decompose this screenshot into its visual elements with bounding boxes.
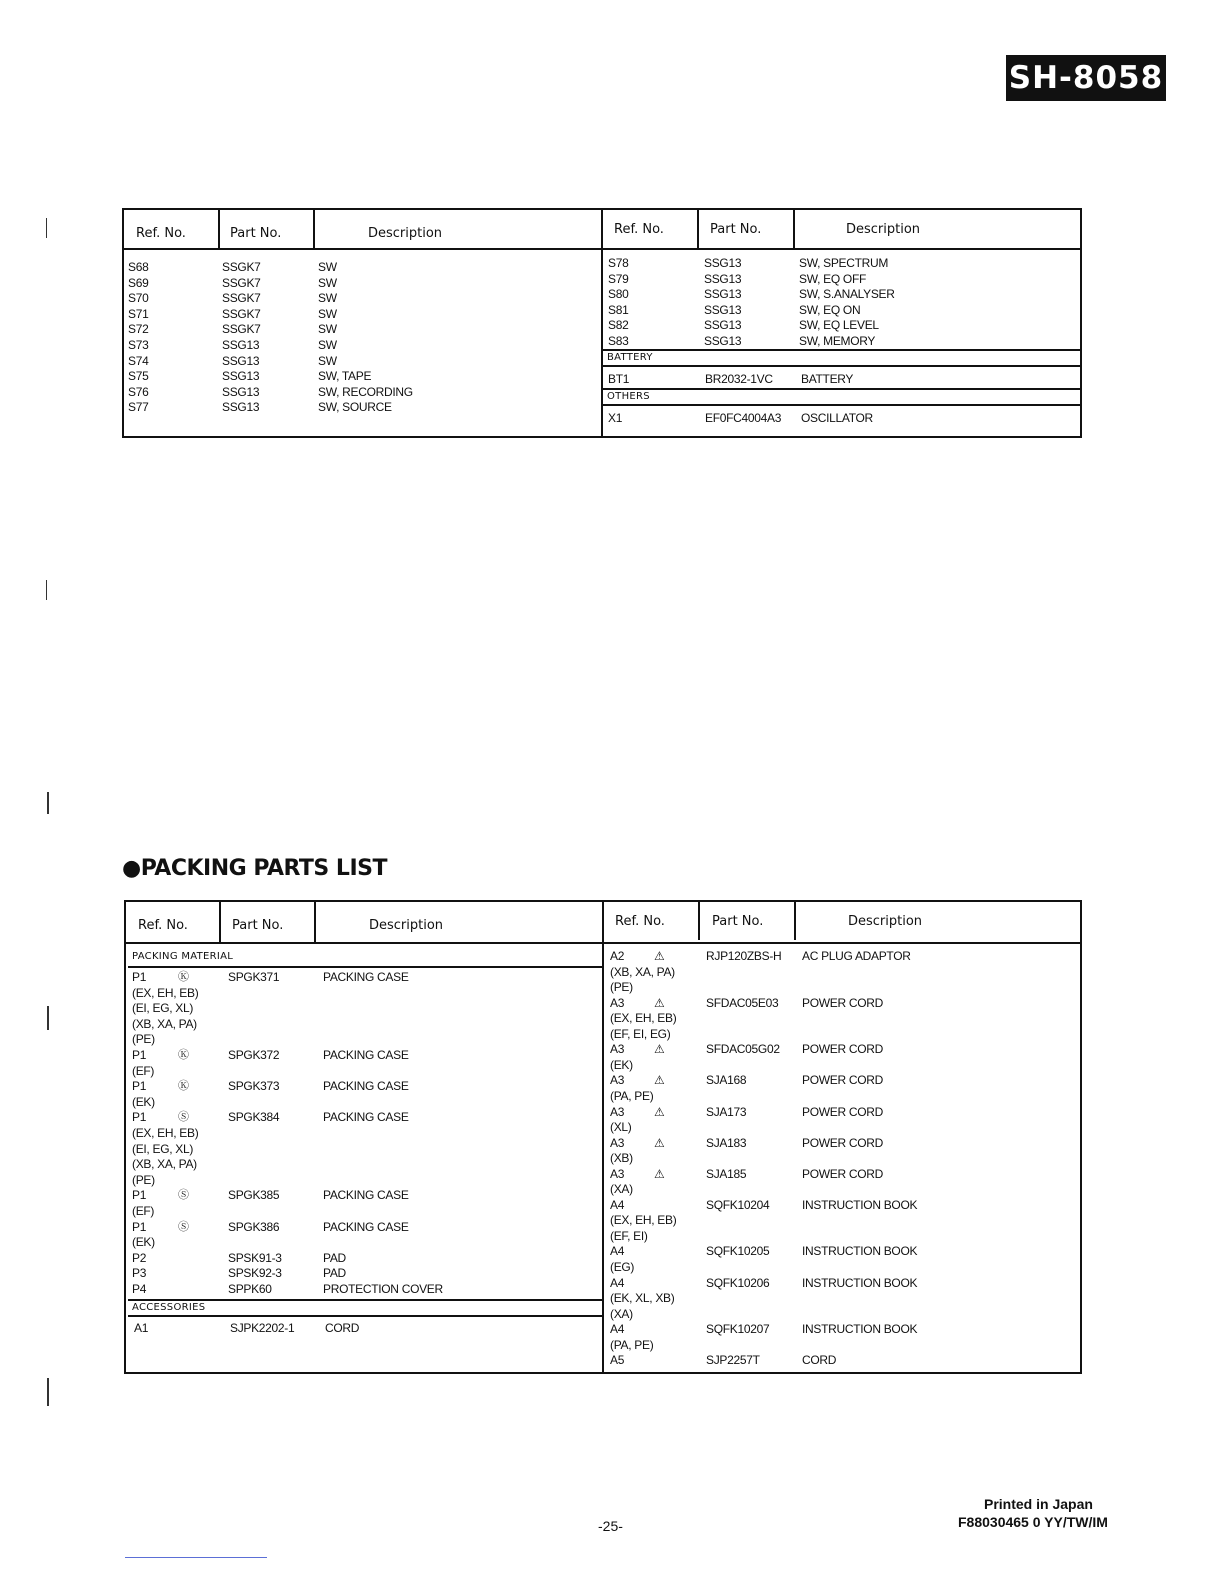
table-row xyxy=(132,1234,602,1250)
mark-cell: Ⓚ xyxy=(178,1048,189,1061)
desc-cell: SW, RECORDING xyxy=(318,384,413,399)
ref-cell: S80 xyxy=(608,287,629,302)
desc-cell: OSCILLATOR xyxy=(801,411,873,425)
part-cell: SSG13 xyxy=(704,302,742,317)
table-row xyxy=(610,1010,1080,1026)
table-row xyxy=(610,1290,1080,1306)
table-row xyxy=(610,1197,1080,1213)
part-cell: SJA173 xyxy=(706,1104,747,1119)
desc-cell: POWER CORD xyxy=(802,1073,884,1088)
ref-cell: A5 xyxy=(610,1353,625,1368)
ref-cell: A3 xyxy=(610,1073,625,1088)
packing-parts-table xyxy=(124,900,1082,1374)
ref-cell: A3 xyxy=(610,1104,625,1119)
table-row xyxy=(610,1337,1080,1353)
mark-cell: ⚠ xyxy=(654,1104,665,1119)
desc-cell: PACKING CASE xyxy=(323,1188,409,1203)
part-cell: SPGK386 xyxy=(228,1219,280,1234)
ref-cell: A3 xyxy=(610,995,625,1010)
part-cell: SSG13 xyxy=(222,384,260,399)
ref-cell: (PE) xyxy=(132,1172,155,1187)
table-row xyxy=(128,275,598,291)
ref-cell: A3 xyxy=(610,1135,625,1150)
margin-mark xyxy=(47,792,49,814)
packing-parts-title: ●PACKING PARTS LIST xyxy=(122,856,387,881)
ref-cell: A2 xyxy=(610,949,625,963)
table-row xyxy=(132,1219,602,1235)
desc-cell: SW xyxy=(318,275,337,290)
part-cell: SPPK60 xyxy=(228,1282,272,1296)
margin-mark xyxy=(47,1378,49,1406)
mark-cell: ⚠ xyxy=(654,1166,665,1181)
part-cell: EF0FC4004A3 xyxy=(705,411,782,425)
table-row xyxy=(128,399,598,415)
part-cell: SSGK7 xyxy=(222,322,261,337)
table-row xyxy=(608,317,1078,333)
part-cell: SSG13 xyxy=(704,287,742,302)
desc-cell: POWER CORD xyxy=(802,995,884,1010)
table-row xyxy=(610,948,1080,964)
mark-cell: ⚠ xyxy=(654,1135,665,1150)
ref-cell: P1 xyxy=(132,1219,147,1234)
desc-cell: SW, S.ANALYSER xyxy=(799,287,895,302)
ref-cell: (EK, XL, XB) xyxy=(610,1291,675,1306)
ref-cell: (PA, PE) xyxy=(610,1337,654,1352)
table-row xyxy=(128,384,598,400)
desc-cell: PACKING CASE xyxy=(323,970,409,984)
ref-cell: S81 xyxy=(608,302,629,317)
ref-cell: BT1 xyxy=(608,372,630,386)
part-cell: SPGK371 xyxy=(228,970,280,984)
table-row xyxy=(610,1057,1080,1073)
ref-cell: (EI, EG, XL) xyxy=(132,1001,194,1016)
part-cell: SJPK2202-1 xyxy=(230,1321,295,1335)
mark-cell: ⚠ xyxy=(654,949,665,963)
col-divider xyxy=(218,210,220,250)
desc-cell: PACKING CASE xyxy=(323,1219,409,1234)
table-row xyxy=(610,1259,1080,1275)
table-row xyxy=(128,353,598,369)
part-cell: SSG13 xyxy=(222,338,260,352)
part-cell: SSGK7 xyxy=(222,260,261,274)
desc-cell: SW, SPECTRUM xyxy=(799,256,889,270)
ref-cell: P1 xyxy=(132,1110,147,1125)
table-row xyxy=(610,1228,1080,1244)
part-cell: SFDAC05E03 xyxy=(706,995,779,1010)
part-cell: SPSK92-3 xyxy=(228,1266,282,1281)
table-row xyxy=(132,1265,602,1281)
part-cell: SSG13 xyxy=(704,334,742,348)
ref-cell: P1 xyxy=(132,970,147,984)
table-row xyxy=(132,1187,602,1203)
part-cell: SSG13 xyxy=(222,353,260,368)
part-cell: SSG13 xyxy=(704,256,742,270)
ref-cell: P1 xyxy=(132,1079,147,1094)
packing-material-label: PACKING MATERIAL xyxy=(128,950,602,968)
part-cell: SPSK91-3 xyxy=(228,1250,282,1265)
table-row xyxy=(132,1109,602,1125)
mark-cell: ⚠ xyxy=(654,995,665,1010)
part-cell: SQFK10207 xyxy=(706,1322,770,1337)
table-row xyxy=(610,1119,1080,1135)
desc-cell: INSTRUCTION BOOK xyxy=(802,1275,918,1290)
ref-cell: P4 xyxy=(132,1282,147,1296)
table-row xyxy=(132,1016,602,1032)
table-row xyxy=(132,969,602,985)
desc-cell: POWER CORD xyxy=(802,1042,884,1057)
table-row xyxy=(128,321,598,337)
part-cell: SQFK10205 xyxy=(706,1244,770,1259)
table-row xyxy=(610,995,1080,1011)
ref-cell: (EX, EH, EB) xyxy=(132,985,199,1000)
table-row xyxy=(610,1243,1080,1259)
mark-cell: ⚠ xyxy=(654,1073,665,1088)
table-row xyxy=(132,1094,602,1110)
table-row xyxy=(132,1000,602,1016)
part-cell: RJP120ZBS-H xyxy=(706,949,782,963)
table-row xyxy=(128,337,598,353)
ref-cell: S70 xyxy=(128,291,149,306)
ref-cell: (EK) xyxy=(610,1057,633,1072)
header-ref-left: Ref. No. xyxy=(138,918,188,933)
desc-cell: POWER CORD xyxy=(802,1135,884,1150)
ref-cell: S74 xyxy=(128,353,149,368)
desc-cell: PACKING CASE xyxy=(323,1110,409,1125)
part-cell: SPGK373 xyxy=(228,1079,280,1094)
ref-cell: P1 xyxy=(132,1188,147,1203)
table-row xyxy=(610,1306,1080,1322)
table-row xyxy=(610,1166,1080,1182)
header-ref-right: Ref. No. xyxy=(615,914,665,929)
table-row xyxy=(132,1141,602,1157)
battery-section-label: BATTERY xyxy=(603,349,1080,367)
accessories-label: ACCESSORIES xyxy=(128,1299,602,1317)
part-cell: BR2032-1VC xyxy=(705,372,773,386)
table-row xyxy=(608,302,1078,318)
mark-cell: Ⓢ xyxy=(178,1188,189,1202)
desc-cell: SW xyxy=(318,338,337,352)
mark-cell: Ⓢ xyxy=(178,1219,189,1233)
header-desc-right: Description xyxy=(848,914,923,929)
table-row xyxy=(132,1281,602,1297)
table-row xyxy=(132,1172,602,1188)
table-row xyxy=(608,255,1078,271)
mark-cell: Ⓚ xyxy=(178,1079,189,1093)
desc-cell: PACKING CASE xyxy=(323,1048,409,1062)
table-row xyxy=(610,964,1080,980)
part-cell: SSG13 xyxy=(704,271,742,286)
ref-cell: (EX, EH, EB) xyxy=(610,1011,677,1026)
header-desc-left: Description xyxy=(368,226,443,241)
ref-cell: S69 xyxy=(128,275,149,290)
table-row xyxy=(128,306,598,322)
table-center-divider xyxy=(602,902,604,1372)
part-cell: SQFK10204 xyxy=(706,1197,770,1212)
table-row xyxy=(610,1026,1080,1042)
table-row xyxy=(128,259,598,275)
table-row xyxy=(128,290,598,306)
desc-cell: SW, MEMORY xyxy=(799,334,876,348)
ref-cell: (EF) xyxy=(132,1063,155,1078)
desc-cell: SW, EQ ON xyxy=(799,302,861,317)
desc-cell: PAD xyxy=(323,1250,346,1265)
part-cell: SJP2257T xyxy=(706,1353,760,1368)
desc-cell: BATTERY xyxy=(801,372,854,386)
table-row xyxy=(610,1352,1080,1368)
mark-cell: Ⓚ xyxy=(178,970,189,983)
mark-cell: Ⓢ xyxy=(178,1110,189,1124)
ref-cell: (PE) xyxy=(132,1032,155,1047)
desc-cell: INSTRUCTION BOOK xyxy=(802,1322,918,1337)
table-row xyxy=(132,1078,602,1094)
ref-cell: (EF, EI) xyxy=(610,1228,648,1243)
ref-cell: (EF) xyxy=(132,1204,155,1218)
part-cell: SSGK7 xyxy=(222,275,261,290)
ref-cell: (EX, EH, EB) xyxy=(132,1126,199,1140)
ref-cell: S71 xyxy=(128,306,149,321)
table-row xyxy=(608,333,1078,349)
part-cell: SSG13 xyxy=(222,369,260,384)
part-cell: SFDAC05G02 xyxy=(706,1042,780,1057)
part-cell: SJA183 xyxy=(706,1135,747,1150)
desc-cell: SW xyxy=(318,291,337,306)
part-cell: SPGK384 xyxy=(228,1110,280,1125)
margin-mark xyxy=(47,1006,49,1030)
desc-cell: PAD xyxy=(323,1266,346,1281)
table-row xyxy=(132,1203,602,1219)
col-divider xyxy=(313,210,315,250)
part-cell: SPGK372 xyxy=(228,1048,280,1062)
col-divider xyxy=(219,902,221,944)
desc-cell: SW xyxy=(318,322,337,337)
footer-rule xyxy=(125,1557,267,1558)
header-part-left: Part No. xyxy=(232,918,284,933)
ref-cell: S77 xyxy=(128,400,149,415)
col-divider xyxy=(793,210,795,248)
ref-cell: P2 xyxy=(132,1250,147,1265)
col-divider xyxy=(314,902,316,944)
table-row xyxy=(608,286,1078,302)
header-desc-left: Description xyxy=(369,918,444,933)
mark-cell: ⚠ xyxy=(654,1042,665,1057)
desc-cell: SW xyxy=(318,260,337,274)
header-ref-left: Ref. No. xyxy=(136,226,186,241)
desc-cell: SW, EQ OFF xyxy=(799,271,867,286)
ref-cell: (XA) xyxy=(610,1306,633,1321)
ref-cell: S75 xyxy=(128,369,149,384)
margin-mark xyxy=(46,580,47,600)
page-number: -25- xyxy=(598,1518,623,1534)
ref-cell: S78 xyxy=(608,256,629,270)
others-section-label: OTHERS xyxy=(603,388,1080,406)
part-cell: SSGK7 xyxy=(222,291,261,306)
table-row xyxy=(610,1212,1080,1228)
ref-cell: A4 xyxy=(610,1322,625,1337)
desc-cell: PROTECTION COVER xyxy=(323,1282,443,1296)
ref-cell: (XL) xyxy=(610,1120,632,1135)
part-cell: SSG13 xyxy=(704,318,742,333)
ref-cell: (PE) xyxy=(610,980,633,995)
ref-cell: A3 xyxy=(610,1166,625,1181)
ref-cell: A3 xyxy=(610,1042,625,1057)
ref-cell: S83 xyxy=(608,334,629,348)
ref-cell: (XB, XA, PA) xyxy=(610,964,675,979)
part-cell: SJA185 xyxy=(706,1166,747,1181)
desc-cell: CORD xyxy=(325,1321,360,1335)
col-divider xyxy=(697,210,699,248)
ref-cell: (XB, XA, PA) xyxy=(132,1157,197,1172)
desc-cell: SW xyxy=(318,306,337,321)
ref-cell: (EF, EI, EG) xyxy=(610,1026,671,1041)
desc-cell: POWER CORD xyxy=(802,1166,884,1181)
ref-cell: S68 xyxy=(128,260,149,274)
table-row xyxy=(132,1250,602,1266)
ref-cell: (EI, EG, XL) xyxy=(132,1141,194,1156)
ref-cell: (EX, EH, EB) xyxy=(610,1213,677,1228)
table-row xyxy=(610,1275,1080,1291)
desc-cell: POWER CORD xyxy=(802,1104,884,1119)
model-badge: SH-8058 xyxy=(1006,55,1166,101)
ref-cell: A4 xyxy=(610,1275,625,1290)
table-row xyxy=(128,368,598,384)
ref-cell: (XB) xyxy=(610,1151,633,1166)
desc-cell: SW, EQ LEVEL xyxy=(799,318,879,333)
col-divider xyxy=(794,902,796,940)
part-cell: SQFK10206 xyxy=(706,1275,770,1290)
ref-cell: (PA, PE) xyxy=(610,1088,654,1103)
ref-cell: (EK) xyxy=(132,1235,155,1250)
table-row xyxy=(132,1063,602,1079)
table-row xyxy=(610,1104,1080,1120)
ref-cell: (EK) xyxy=(132,1094,155,1109)
desc-cell: SW, TAPE xyxy=(318,369,372,384)
ref-cell: S82 xyxy=(608,318,629,333)
ref-cell: A4 xyxy=(610,1197,625,1212)
table-row xyxy=(610,1088,1080,1104)
table-row xyxy=(132,1125,602,1141)
ref-cell: (XB, XA, PA) xyxy=(132,1016,197,1031)
table-row xyxy=(610,1150,1080,1166)
table-row xyxy=(132,1031,602,1047)
desc-cell: SW, SOURCE xyxy=(318,400,392,415)
col-divider xyxy=(698,902,700,940)
table-row xyxy=(610,1072,1080,1088)
electrical-parts-table xyxy=(122,208,1082,438)
part-cell: SPGK385 xyxy=(228,1188,280,1203)
desc-cell: PACKING CASE xyxy=(323,1079,409,1094)
others-row xyxy=(608,410,1078,426)
table-row xyxy=(132,985,602,1001)
part-cell: SSGK7 xyxy=(222,306,261,321)
margin-mark xyxy=(46,218,47,238)
ref-cell: A4 xyxy=(610,1244,625,1259)
ref-cell: X1 xyxy=(608,411,623,425)
header-part-right: Part No. xyxy=(712,914,764,929)
desc-cell: INSTRUCTION BOOK xyxy=(802,1197,918,1212)
ref-cell: S73 xyxy=(128,338,149,352)
header-desc-right: Description xyxy=(846,222,921,237)
ref-cell: (XA) xyxy=(610,1182,633,1197)
ref-cell: S76 xyxy=(128,384,149,399)
battery-row xyxy=(608,371,1078,387)
header-ref-right: Ref. No. xyxy=(614,222,664,237)
table-row xyxy=(610,1321,1080,1337)
ref-cell: S79 xyxy=(608,271,629,286)
part-cell: SSG13 xyxy=(222,400,260,415)
table-row xyxy=(134,1320,604,1336)
ref-cell: A1 xyxy=(134,1321,149,1335)
table-row xyxy=(132,1047,602,1063)
ref-cell: S72 xyxy=(128,322,149,337)
part-cell: SJA168 xyxy=(706,1073,747,1088)
ref-cell: (EG) xyxy=(610,1260,635,1274)
table-row xyxy=(610,979,1080,995)
table-row xyxy=(610,1135,1080,1151)
table-row xyxy=(608,271,1078,287)
table-row xyxy=(132,1156,602,1172)
document-code: F88030465 0 YY/TW/IM xyxy=(958,1514,1108,1530)
desc-cell: CORD xyxy=(802,1353,837,1368)
header-part-right: Part No. xyxy=(710,222,762,237)
ref-cell: P1 xyxy=(132,1048,147,1062)
desc-cell: SW xyxy=(318,353,337,368)
header-part-left: Part No. xyxy=(230,226,282,241)
ref-cell: P3 xyxy=(132,1266,147,1281)
desc-cell: INSTRUCTION BOOK xyxy=(802,1244,918,1259)
table-row xyxy=(610,1041,1080,1057)
printed-in-japan: Printed in Japan xyxy=(984,1496,1093,1512)
desc-cell: AC PLUG ADAPTOR xyxy=(802,949,911,963)
table-row xyxy=(610,1181,1080,1197)
